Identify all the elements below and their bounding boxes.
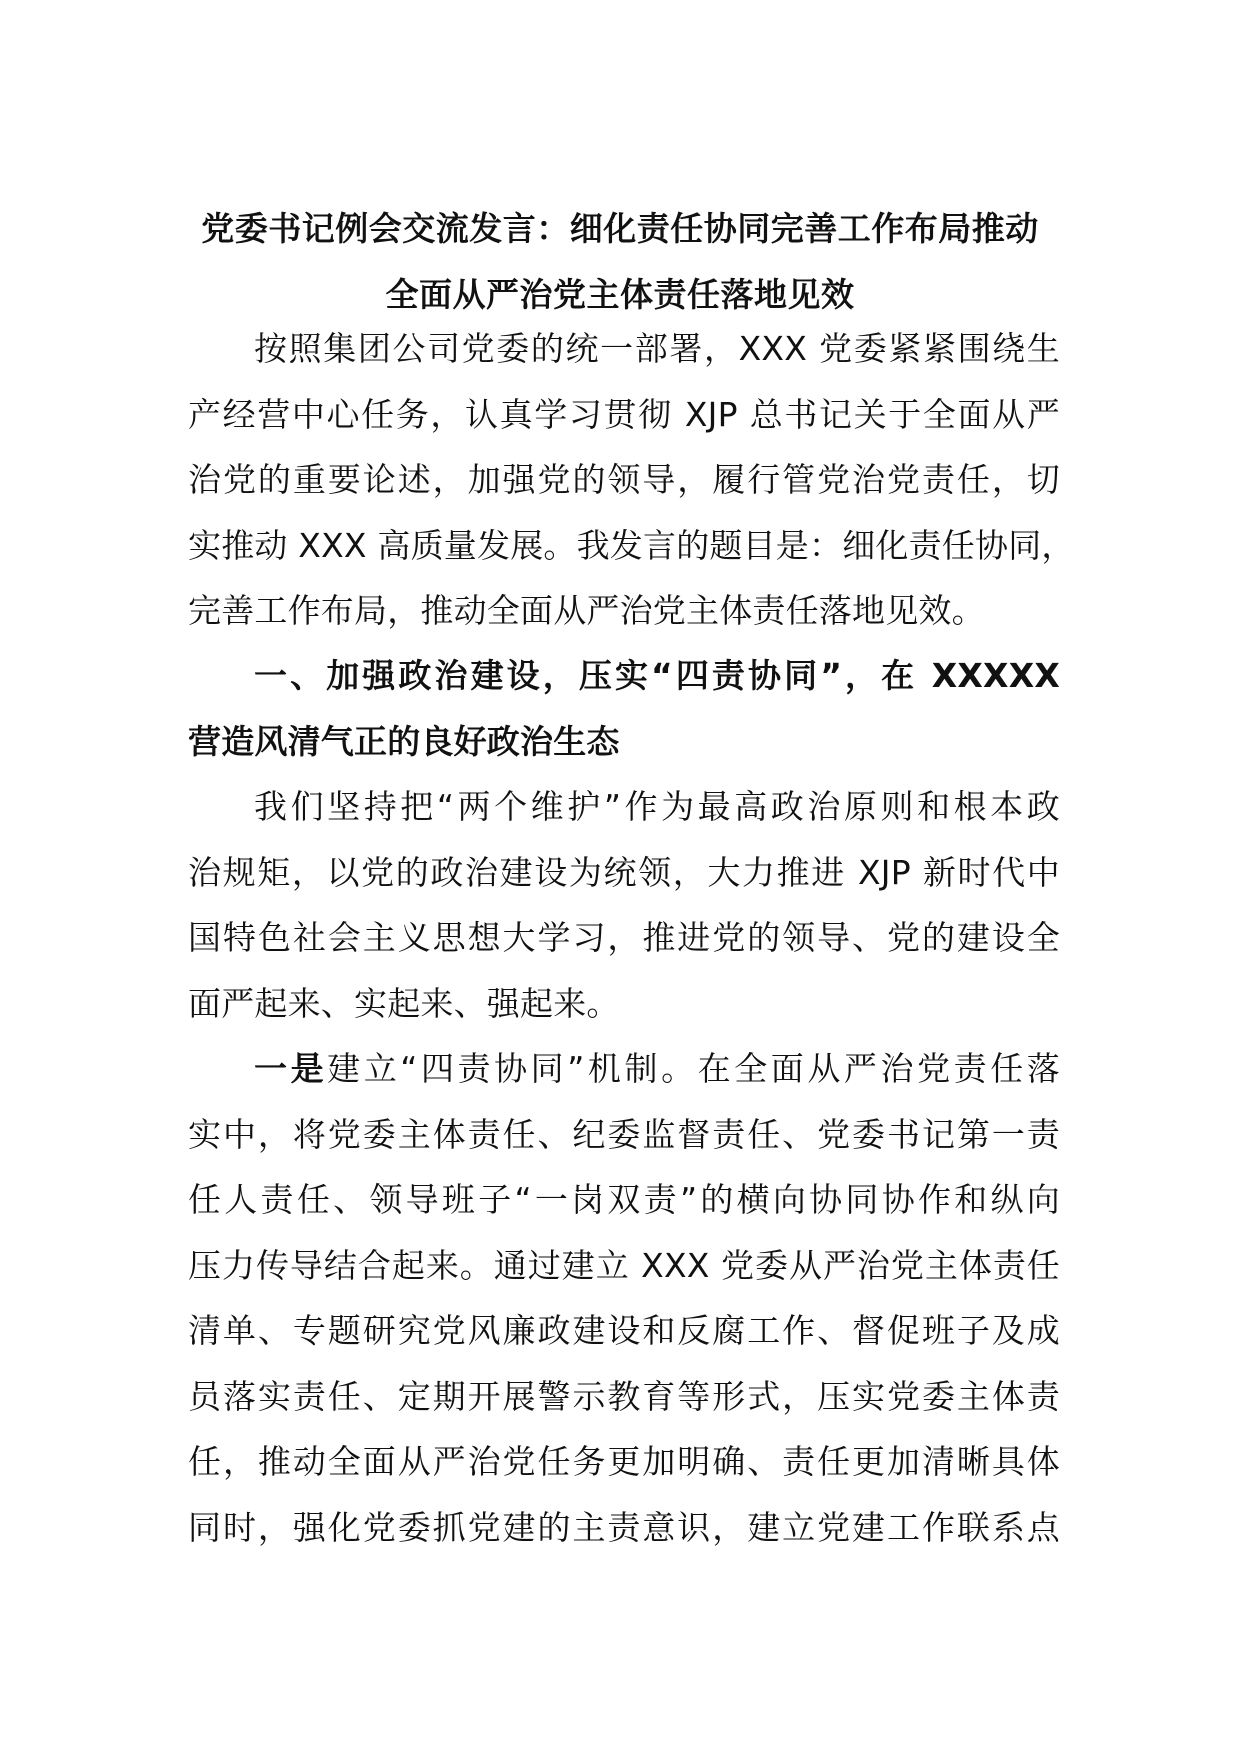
paragraph-line: 实推动 XXX 高质量发展。我发言的题目是：细化责任协同，	[188, 525, 1075, 565]
paragraph-line: 任，推动全面从严治党任务更加明确、责任更加清晰具体	[188, 1442, 1060, 1481]
paragraph-line: 面严起来、实起来、强起来。	[188, 983, 620, 1023]
paragraph-line-first	[188, 1036, 1060, 1102]
paragraph-line: 任人责任、领导班子“一岗双责”的横向协同协作和纵向	[188, 1180, 1060, 1219]
paragraph-line: 完善工作布局，推动全面从严治党主体责任落地见效。	[188, 591, 985, 630]
paragraph-lead: 一是	[254, 1049, 328, 1088]
paragraph-intro	[188, 316, 1075, 644]
paragraph-line: 同时，强化党委抓党建的主责意识，建立党建工作联系点	[188, 1507, 1060, 1547]
paragraph-line: 治规矩，以党的政治建设为统领，大力推进 XJP 新时代中	[188, 852, 1060, 892]
paragraph-line: 实中，将党委主体责任、纪委监督责任、党委书记第一责	[188, 1114, 1060, 1154]
paragraph-mechanism	[188, 1036, 1060, 1560]
paragraph-line: 国特色社会主义思想大学习，推进党的领导、党的建设全	[188, 918, 1060, 957]
title-line-2: 全面从严治党主体责任落地见效	[385, 274, 855, 314]
paragraph-line: 清单、专题研究党风廉政建设和反腐工作、督促班子及成	[188, 1311, 1060, 1350]
paragraph-line: 产经营中心任务，认真学习贯彻 XJP 总书记关于全面从严	[188, 394, 1060, 434]
paragraph-political	[188, 774, 1060, 1036]
paragraph-line: 我们坚持把“两个维护”作为最高政治原则和根本政	[254, 787, 1060, 826]
heading-line: 营造风清气正的良好政治生态	[188, 721, 620, 761]
paragraph-line: 压力传导结合起来。通过建立 XXX 党委从严治党主体责任	[188, 1245, 1060, 1285]
paragraph-line: 治党的重要论述，加强党的领导，履行管党治党责任，切	[188, 460, 1060, 499]
document-title	[150, 196, 1090, 327]
heading-line: 一、加强政治建设，压实“四责协同”，在 XXXXX	[254, 656, 1060, 695]
title-line-1: 党委书记例会交流发言：细化责任协同完善工作布局推动	[201, 209, 1039, 248]
paragraph-line: 员落实责任、定期开展警示教育等形式，压实党委主体责	[188, 1376, 1060, 1416]
section-heading-1	[188, 643, 1060, 774]
paragraph-lead-rest: 建立“四责协同”机制。在全面从严治党责任落	[327, 1049, 1060, 1088]
paragraph-line: 按照集团公司党委的统一部署，XXX 党委紧紧围绕生	[254, 329, 1060, 368]
